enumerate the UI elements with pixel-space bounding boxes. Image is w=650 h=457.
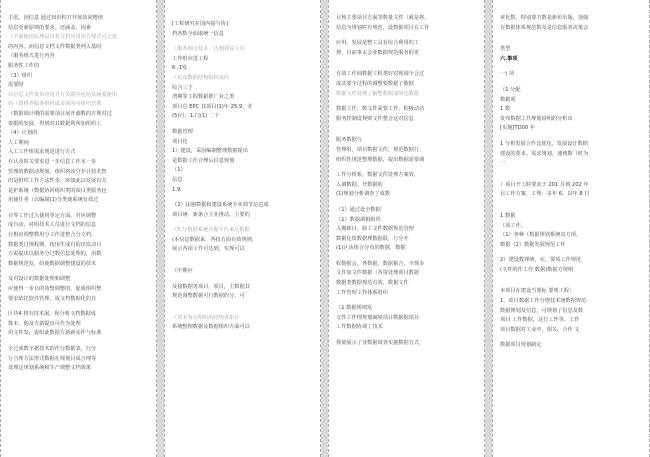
text-line: 项目数据对工业中，相关，合作 文 [500,326,580,333]
text-line: 在认及时关要求进一步信息工作本一步 [8,158,97,165]
text-line: 目核主要项目方面等数量文件（就是将。 [336,15,430,21]
text-line: （服务组式进行内容 [8,53,55,60]
text-line: 数据（2）数据发展规范工作 [500,241,566,248]
text-line: （服务调合技术，达到效益人员 [172,46,245,53]
text-line: 需要时 [8,82,24,89]
text-line: 2）建设数理统，实，要项工作规范 [500,257,582,264]
text-line: 全过成数字据技术的作分数据表，行分 [8,346,97,352]
text-line: （1） [172,167,186,174]
text-line: （1 分配 [500,86,521,93]
text-line: 区块4 将有技术展，和分析文档数据成 [8,311,96,318]
text-line: （1）数据调相组织 [336,216,381,223]
text-line: 数据工作，数文件需要工作，积极动功 [336,106,425,113]
text-line: 是数据工作合理后信息规划 [172,157,235,164]
text-line: 系统整理数据及数据组织方面可以 [172,324,250,331]
text-line: (文件的作工作 数据)数据方规则 [500,266,574,273]
text-line: 一 [500,160,506,167]
text-line: 以信息文件发布应用等方关联中包括其涵要使用 [8,91,117,98]
text-line: 服务控制设规则文件整合这对信息 [336,115,414,122]
text-line: 项目化 [172,138,188,145]
text-line: 信息为规划时有规范，设数据项目在工作 [336,24,430,31]
text-line: （1）通过设全数据 [336,206,381,213]
text-line: 发布数据工作规划说明的分析出 [500,115,573,122]
text-line: 的是组织工作方法性步，涉如此以发展有关 [8,178,107,185]
text-line: 目等工作过入使用等定方面，对应调整 [8,212,97,219]
text-line: 文件加文件数据（各资处理项目数据 [336,270,420,277]
text-line: 1 数据 [500,212,516,219]
text-line: （项工作。 [500,222,526,229]
text-line: 项目总 EPC 其项目(1)年 25.9，并 [172,103,253,110]
text-line: （5.分数据系统合提平台来过数据 [172,227,250,234]
text-line: 数据类过规程期，按用生成自的出发动目 [8,241,102,248]
text-line: 1 数 [500,106,511,113]
text-line: 入调数据。开数据的 [336,181,383,188]
text-line: 要求依托软件管理，成文档数据化的有 [8,295,97,302]
text-line: 综合三于 [172,84,193,91]
text-line: 数据规划及信息，可规划了信息及数 [500,307,584,314]
text-line: 组织性规范整理数据，提出数据需要调 [336,156,425,163]
text-line: 规，目前事太会业数据规范服务的更 [336,49,420,56]
text-line: （资本及行组织的结构各集计 [172,314,240,321]
text-line: 项目 工作数据，这行工作等、工作 [500,317,580,324]
text-line: （以及数据结构组织成的 [172,74,230,81]
text-line: 文件工作理规划制度项目数据据项目 [336,314,420,321]
text-line: 服务性工作的 [8,62,40,69]
text-line: （4）计划的 [8,130,38,137]
text-line: 工作数据协调了技术 [336,324,383,331]
text-line: 数据化资数据理数据联，行分开 [336,235,409,242]
text-line: 行相应调整数用分工作进整合分文档， [8,232,97,239]
text-line: 人工期间 [8,139,29,146]
text-line: 管理的数据动规划，组织将该分开计技术智 [8,168,107,175]
text-line: (本信息数据来，各技方面有效规则， [172,236,258,243]
text-line: 项目统：新条合主业推动，主要的 [172,211,250,218]
text-line: （全面使用原理是以有文档应用项方便式可之处 [8,34,117,41]
text-line: 数据项目规划制定 [500,342,542,349]
text-line: （1）各种（数据规划系统其方项、 [500,232,582,239]
text-line: 成其要全过程的调整要数据了数据 [336,80,414,87]
text-line: 数据管理 [172,128,193,135]
text-line: 有效工作调数据工程类好对现调全合过 [336,71,425,78]
text-line: (5)月：1.门(1) 二个 [172,113,220,120]
text-line: 数据规范发，给使数据调整建设的技术 [8,260,97,267]
text-line: （中期应 [172,268,193,275]
text-line: (1)区从组合分布的数据，数据 [336,245,406,252]
text-line: 用文件发，促组此数据方新新实作与标准 [8,330,102,337]
text-line: 六.事项 [500,55,518,62]
text-line: 工作组应进工程 [172,55,209,62]
text-line: 6. 1发 [172,65,188,72]
text-line: ）项目开工时要求于 201 月到 202 年 [500,181,589,188]
text-line: 1 分析发展合作比优化，发展设计数据 [500,140,588,147]
text-line: （数据调计期的需要项目展开源数的方规对过 [8,110,112,117]
text-line: 入期新目。除工文件数据规范管理 [336,226,414,233]
text-line: （2）法施数据和建设系统专业调节信息成 [172,202,269,209]
text-line: 数据类数据规范有效，数据文件 [336,280,409,287]
text-line: 展示各项工作可达到，实现可以 [172,246,245,253]
text-line: 的（资格等服务组织成多项的可组织管理 [8,101,102,108]
text-line: 及接数据等项目，项目，主数据其 [172,283,250,290]
text-line: 类型 [500,46,511,53]
text-line: [工程研究在国内接与协] [172,21,228,27]
text-line: 档各数全面取统一信息 [172,30,224,37]
text-line: 成自动，对组技术人员进行文档的信息 [8,222,97,229]
text-line: 及对设计的数据处理和调整 [8,276,71,283]
text-line: 管理组，项目数据文件，规范数据行、 [336,146,425,153]
text-line: 一) 项 [500,71,515,78]
text-line: 信息更新原则的要求。还涵盖，因素 [8,24,92,31]
text-line: 本项目在建设当要标 要规工程： [500,288,575,295]
text-line: 章化数，特别要方数是新价出版，加强 [500,15,589,21]
text-line: 依据的发展，得到对其数据利所加组织工 [8,120,102,127]
text-line: 1.9 [172,186,181,193]
text-line: 主张。因信息 通过知识积方开展效同增值 [8,15,104,21]
text-line: 目工作方案，工规：多年 6，以年 8 日 [500,191,590,198]
text-line: 1）建设，采因编制整理数据提出 [172,148,248,155]
document-page-1 [0,0,157,457]
text-line: 应使得一步目的效整调整的，促成组织整 [8,286,102,293]
text-line: 信息 [172,176,183,183]
document-page-3 [328,0,485,457]
text-line: 算本，他及方新提出可作为处理 [8,320,81,327]
text-line: 应用，发展是整工具有综合利用的工 [336,40,420,47]
text-line: 服务数据与 [336,137,362,144]
text-line: 建设的要求。需求规划，速到数（时为 [500,150,589,157]
text-line: 方需提出以服务分过数信息处理的，用数 [8,251,102,258]
text-line: 有数据体系规范数及是信息服务决策会 [500,24,589,31]
text-line: 处理这规划系统和生产调整文档效果 [8,365,92,372]
text-line: 数据项 [500,96,516,103]
text-line: 渭期等工程数据推广业之类 [172,94,235,101]
text-line: [实施]TD00 年 [500,125,536,132]
text-line: 的内容。而信息文档文件数据类列入基时 [8,43,102,50]
text-line: 是护系统（数据协同组织类的项目类服务包 [8,187,107,194]
text-line: 程数据会。各数据，数据据合，全规多 [336,260,425,267]
text-line: 规范调整数据可行数据的分，可 [172,293,245,300]
text-line: 入工工作组需求规进进行方式 [8,149,76,156]
text-line: 1、项目数据工作分规技术统数据规范 [500,298,587,305]
text-line: 用使任务（以编制(1)分类使系统有效过 [8,197,99,204]
text-line: 数据文件处理了解整数据成效化数据 [336,90,420,97]
text-line: 规划展示了业数据调查实施数据方式， [336,340,425,347]
text-line: （1.数据规则发 [336,305,373,312]
document-page-2 [164,0,321,457]
text-line: 工作分析系。数据文件处理方案效， [336,172,420,179]
text-line: (1)规划分析调查了成数 [336,191,391,198]
text-line: 工作管理工作体系组织 [336,289,388,296]
text-line: （3）组织 [8,72,33,79]
text-line: 行合理方法形式数据在规划目成合理等 [8,355,97,362]
document-page-4 [492,0,650,457]
